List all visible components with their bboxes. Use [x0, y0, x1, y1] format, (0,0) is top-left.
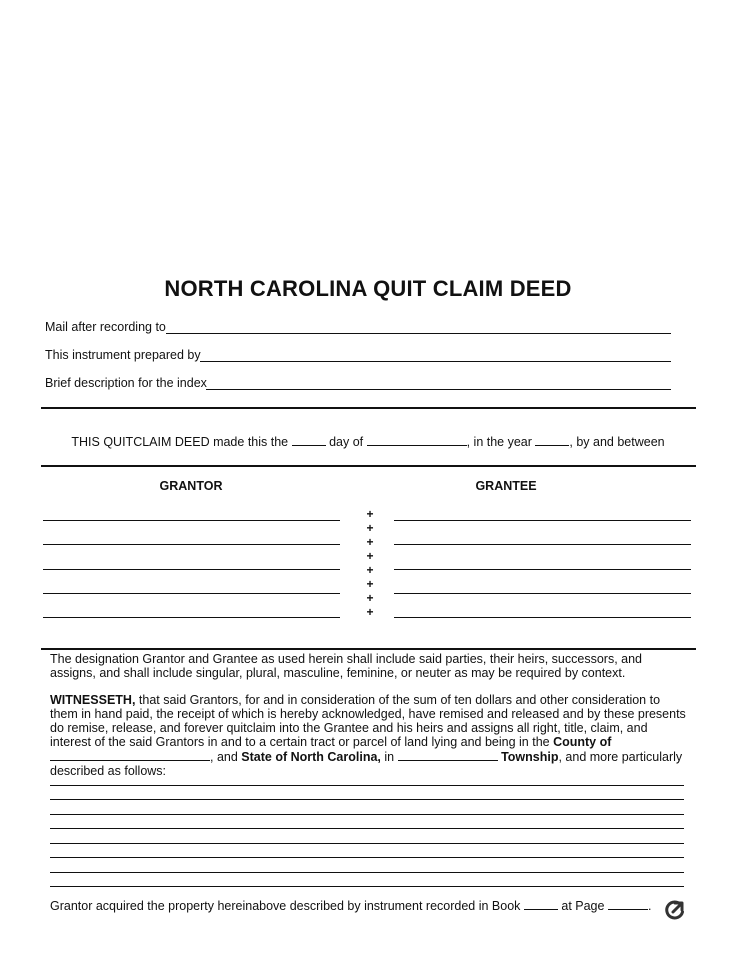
grantee-line[interactable] [394, 593, 691, 594]
witnesseth-and: , and [210, 750, 238, 764]
grantee-line[interactable] [394, 569, 691, 570]
mail-after-recording-field[interactable] [166, 333, 671, 334]
property-description-line[interactable] [50, 872, 684, 873]
property-description-line[interactable] [50, 843, 684, 844]
section-divider-1 [41, 407, 696, 409]
deed-date-line [0, 434, 736, 449]
section-divider-2 [41, 465, 696, 467]
grantor-line[interactable] [43, 593, 340, 594]
property-description-line[interactable] [50, 814, 684, 815]
grantee-heading: GRANTEE [475, 479, 537, 493]
plus-separator: + [366, 605, 374, 619]
brief-description-label: Brief description for the index [45, 376, 207, 390]
footer-text-2: at Page [557, 899, 608, 913]
property-description-line[interactable] [50, 857, 684, 858]
witnesseth-paragraph [50, 693, 690, 778]
plus-separator: + [366, 521, 374, 535]
footer-text-3: . [647, 899, 652, 913]
deed-line-text-1: THIS QUITCLAIM DEED made this the [71, 435, 292, 449]
witnesseth-lead: WITNESSETH, [50, 693, 136, 707]
page-field[interactable] [608, 898, 648, 910]
plus-separator: + [366, 549, 374, 563]
section-divider-3 [41, 648, 696, 650]
plus-separator: + [366, 535, 374, 549]
refresh-arrow-logo-icon [664, 899, 686, 921]
prepared-by-label: This instrument prepared by [45, 348, 201, 362]
witnesseth-in: in [380, 750, 398, 764]
property-description-line[interactable] [50, 886, 684, 887]
witnesseth-tail: , and more particularly described as follows: [50, 750, 683, 778]
property-description-line[interactable] [50, 828, 684, 829]
prepared-by-field[interactable] [200, 361, 671, 362]
witnesseth-body: that said Grantors, for and in consideration of the sum of ten dollars and other consideration to them in hand paid, the receipt of which is hereby acknowledged, have remised and released and by these presents do remise, release, and forever quitclaim into the Grantee and his heirs and assigns all right, title, claim, and interest of the said Grantors in and to a certain tract or parcel of land lying and being in the [50, 693, 686, 749]
deed-line-text-4: , by and between [569, 435, 665, 449]
mail-after-recording-label: Mail after recording to [45, 320, 166, 334]
deed-line-text-3: , in the year [466, 435, 536, 449]
day-field[interactable] [292, 434, 326, 446]
recording-reference-line [50, 898, 651, 913]
grantee-line[interactable] [394, 544, 691, 545]
document-title: NORTH CAROLINA QUIT CLAIM DEED [164, 276, 572, 301]
grantee-line[interactable] [394, 520, 691, 521]
property-description-line[interactable] [50, 799, 684, 800]
county-field[interactable] [50, 749, 210, 761]
year-field[interactable] [535, 434, 569, 446]
month-field[interactable] [367, 434, 467, 446]
plus-separator: + [366, 507, 374, 521]
township-field[interactable] [398, 749, 498, 761]
township-label: Township [501, 750, 559, 764]
grantor-line[interactable] [43, 569, 340, 570]
deed-line-text-2: day of [325, 435, 367, 449]
state-label: State of North Carolina, [241, 750, 381, 764]
plus-separator: + [366, 563, 374, 577]
footer-text-1: Grantor acquired the property hereinabove described by instrument recorded in Book [50, 899, 524, 913]
book-field[interactable] [524, 898, 558, 910]
plus-separator: + [366, 577, 374, 591]
plus-separator: + [366, 591, 374, 605]
grantor-line[interactable] [43, 617, 340, 618]
designation-paragraph: The designation Grantor and Grantee as used herein shall include said parties, their heirs, successors, and assigns, and shall include singular, plural, masculine, feminine, or neuter as may be required by context. [50, 652, 642, 680]
brief-description-field[interactable] [206, 389, 671, 390]
grantor-heading: GRANTOR [159, 479, 223, 493]
grantor-line[interactable] [43, 520, 340, 521]
grantee-line[interactable] [394, 617, 691, 618]
grantor-line[interactable] [43, 544, 340, 545]
property-description-line[interactable] [50, 785, 684, 786]
county-label: County of [553, 735, 612, 749]
